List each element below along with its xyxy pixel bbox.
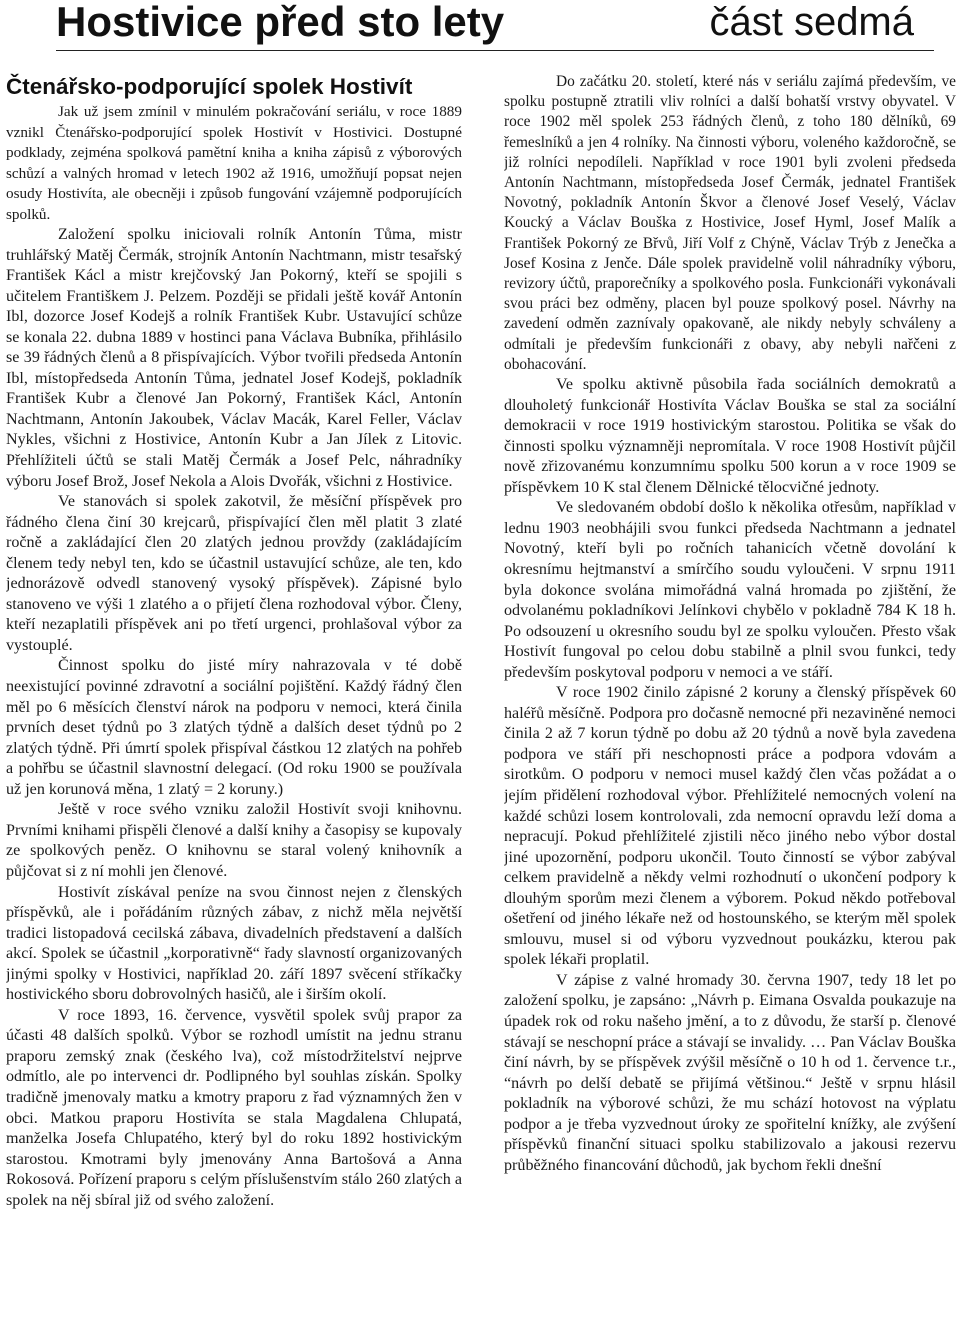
series-title: Hostivice před sto lety [56, 0, 505, 45]
paragraph: Ve spolku aktivně působila řada sociálních demokratů a dlouholetý funkcionář Hostivíta Václav Bouška se stal za sociální demokracii v roce 1919 hostivickým starostou. Politika se však do činnosti spolku významněji nepromítala. V roce 1908 Hostivít půjčil nově zřizovanému konzumnímu spolku 500 korun a v roce 1909 se příspěvkem 10 K stal členem Dělnické tělocvičné jednoty. [504, 376, 956, 496]
paragraph: Založení spolku iniciovali rolník Antonín Tůma, mistr truhlářský Matěj Čermák, strojník Antonín Nachtmann, mistr tesařský František Kácl a mistr krejčovský Jan Pokorný, kteří se spojili s učitelem Františkem J. Pelzem. Později se přidali ještě kovář Antonín Ibl, dozorce Josef Kodejš a rolník František Kubr. Ustavující schůze se konala 22. dubna 1889 v hostinci pana Václava Bubníka, přihlásilo se 39 řádných členů a 8 přispívajících. Výbor tvořili předseda Antonín Ibl, místopředseda Antonín Tůma, jednatel Josef Kodejš, pokladník František Kubr a členové Jan Pokorný, František Kácl, Antonín Nachtmann, Antonín Jakoubek, Václav Macák, Karel Feller, Václav Nykles, všichni z Hostivice, Antonín Kubr a Jan Jílek z Litovic. Přehlížiteli účtů se stali Matěj Čermák a Josef Pelc, náhradníky výboru Josef Brož, Josef Nekola a Alois Dvořák, všichni z Hostivice. [6, 226, 462, 490]
left-column [6, 72, 462, 1330]
paragraph: Ve stanovách si spolek zakotvil, že měsíční příspěvek pro řádného člena činí 30 krejcarů, přispívající člen měl platit 3 zlaté ročně a zakládající člen 20 zlatých jednou provždy (zakládajícím členem tedy nebyl ten, kdo se účastnil ustavující schůze, ale ten, kdo jednorázově odvedl stanovený vysoký příspěvek). Zápisné bylo stanoveno ve výši 1 zlatého a o přijetí člena rozhodoval výbor. Členy, kteří nezaplatili příspěvek ani po třetí urgenci, prohlašoval výbor za vystouplé. [6, 493, 462, 654]
paragraph: V zápise z valné hromady 30. června 1907, tedy 18 let po založení spolku, je zapsáno: „Návrh p. Eimana Osvalda poukazuje na úpadek rok od roku našeho jmění, a to z důvodu, že starší p. členové stávají se neschopní práce a stávají se invalidy. … Pan Václav Bouška činí návrh, by se příspěvek zvýšil měsíčně o 10 h od 1. července t.r., “návrh po delší debatě se přijímá většinou.“ Ještě v srpnu hlásil pokladník na výborové schůzi, že mu schází hotovost na výplatu podpor a je třeba vyzvednout úroky ze spořitelní knížky, ale zvýšení příspěvků finanční situaci spolku stabilizovalo a jakousi rezervu průběžného financování důchodů, jak bychom řekli dnešní [504, 971, 956, 1174]
paragraph: Hostivít získával peníze na svou činnost nejen z členských příspěvků, ale i pořádáním různých zábav, z nichž měla největší tradici listopadová cecilská zábava, divadelních představení a dalších akcí. Spolek se účastnil „korporativně“ řady slavností organizovaných jinými spolky v Hostivici, například 20. září 1897 svěcení stříkačky hostivického sboru dobrovolných hasičů, ale i širším okolí. [6, 883, 462, 1004]
paragraph: Do začátku 20. století, které nás v seriálu zajímá především, ve spolku postupně ztratili vliv rolníci a další bohatší vrstvy obyvatel. V roce 1902 měl spolek 253 řádných členů, z toho 180 dělníků, 69 řemeslníků a jen 4 rolníky. Na činnosti výboru, voleného každoročně, se již rolníci nepodíleli. Například v roce 1901 byli zvoleni předseda Antonín Nachtmann, místopředseda Josef Čermák, jednatel František Novotný, pokladník Antonín Škvor a členové Josef Veselý, Václav Koucký a Václav Bouška z Hostivice, Josef Hyml, Josef Malík a František Pokorný ze Břvů, Jiří Volf z Chýně, Václav Trýb z Jenečka a Josef Kosina z Jenče. Dále spolek pravidelně volil náhradníky výboru, revizory účtů, praporečníky a spolkového posla. Funkcionáři vykonávali svou práci bez odměny, placen byl pouze spolkový posel. Návrhy na zavedení odměn zaznívaly opakovaně, ale nikdy nebyly schváleny a odmítali je především funkcionáři z obavy, aby nebyli nařčeni z obohacování. [504, 73, 956, 373]
paragraph: Ještě v roce svého vzniku založil Hostivít svoji knihovnu. Prvními knihami přispěli členové a další knihy a časopisy se kupovaly ze spolkových peněz. O knihovnu se staral volený knihovník a půjčovat si z ní mohli jen členové. [6, 801, 462, 880]
paragraph: Ve sledovaném období došlo k několika otřesům, například v lednu 1903 neobhájili svou funkci předseda Nachtmann a jednatel Novotný, kteří byli po ročních tahanicích včetně dovolání k okresnímu hejtmanství a smírčího soudu vyloučeni. V srpnu 1911 byla dokonce svolána mimořádná valná hromada po zjištění, že odvolanému pokladníkovi Jelínkovi chybělo v pokladně 784 K 18 h. Po odsouzení u okresního soudu byl ze spolku vyloučen. Přesto však Hostivít fungoval po celou dobu stabilně a plnil svou funkci, tedy především poskytoval podporu v nemoci a ve stáří. [504, 499, 956, 681]
part-subtitle: část sedmá [709, 0, 914, 44]
page-header [0, 0, 960, 52]
paragraph: V roce 1902 činilo zápisné 2 koruny a členský příspěvek 60 haléřů měsíčně. Podpora pro dočasně nemocné při nezaviněné nemoci činila 2 až 7 korun týdně po dobu až 20 týdnů a nově byla zavedena podpora ve stáří při neschopnosti práce a podpora vdovám a sirotkům. O podporu v nemoci musel každý člen včas požádat a o jejím přidělení rozhodoval výbor. Přehlížitelé nemocných volení na každé schůzi losem kontrolovali, zda nemocní opravdu leží doma a nepracují. Pokud přehlížitelé zjistili něco jiného nebo výbor dostal jiné upozornění, podporu ukončil. Touto činností se výbor zabýval celkem pravidelně a někdy velmi rozhodnutí o ukončení podpory k dlouhým sporům mezi členem a výborem. Pokud někdo potřeboval ošetření od jiného lékaře než od hostounského, se kterým měl spolek smlouvu, musel si od výboru vyzvednout poukázku, kterou pak spolek lékaři proplatil. [504, 684, 956, 969]
paragraph: Činnost spolku do jisté míry nahrazovala v té době neexistující povinné zdravotní a sociální pojištění. Každý řádný člen měl po 6 měsících členství nárok na podporu v nemoci, která činila prvních deset týdnů po 3 zlatých týdně a dalších deset týdnů po 2 zlatých týdně. Při úmrtí spolek přispíval částkou 12 zlatých na pohřeb a pohřbu se účastnil slavnostní delegací. (Od roku 1900 se používala už jen korunová měna, 1 zlatý = 2 koruny.) [6, 657, 462, 798]
paragraph: V roce 1893, 16. července, vysvětil spolek svůj prapor za účasti 48 dalších spolků. Výbor se rozhodl umístit na jednu stranu praporu zemský znak (českého lva), což místodržitelství nejprve odmítlo, ale po intervenci dr. Podlipného byl souhlas získán. Spolky tradičně jmenovaly matku a kmotry praporu z řad významných žen v obci. Matkou praporu Hostivíta se stala Magdalena Chlupatá, manželka Josefa Chlupatého, který byl do roku 1892 hostivickým starostou. Kmotrami byly jmenovány Anna Bartošová a Anna Rokosová. Pořízení praporu s celým příslušenstvím stálo 260 zlatých a spolek na něj sbíral již od svého založení. [6, 1006, 462, 1209]
article-title: Čtenářsko-podporující spolek Hostivít [6, 74, 413, 99]
paragraph: Jak už jsem zmínil v minulém pokračování seriálu, v roce 1889 vznikl Čtenářsko-podporující spolek Hostivít v Hostivici. Dostupné podklady, zejména spolková pamětní kniha a kniha zápisů z výborových schůzí a valných hromad v letech 1902 až 1916, umožňují popsat nejen osudy Hostivíta, ale obecněji i způsob fungování vzájemně podporujících spolků. [6, 103, 462, 223]
header-rule [56, 50, 934, 51]
right-column [504, 72, 956, 1330]
